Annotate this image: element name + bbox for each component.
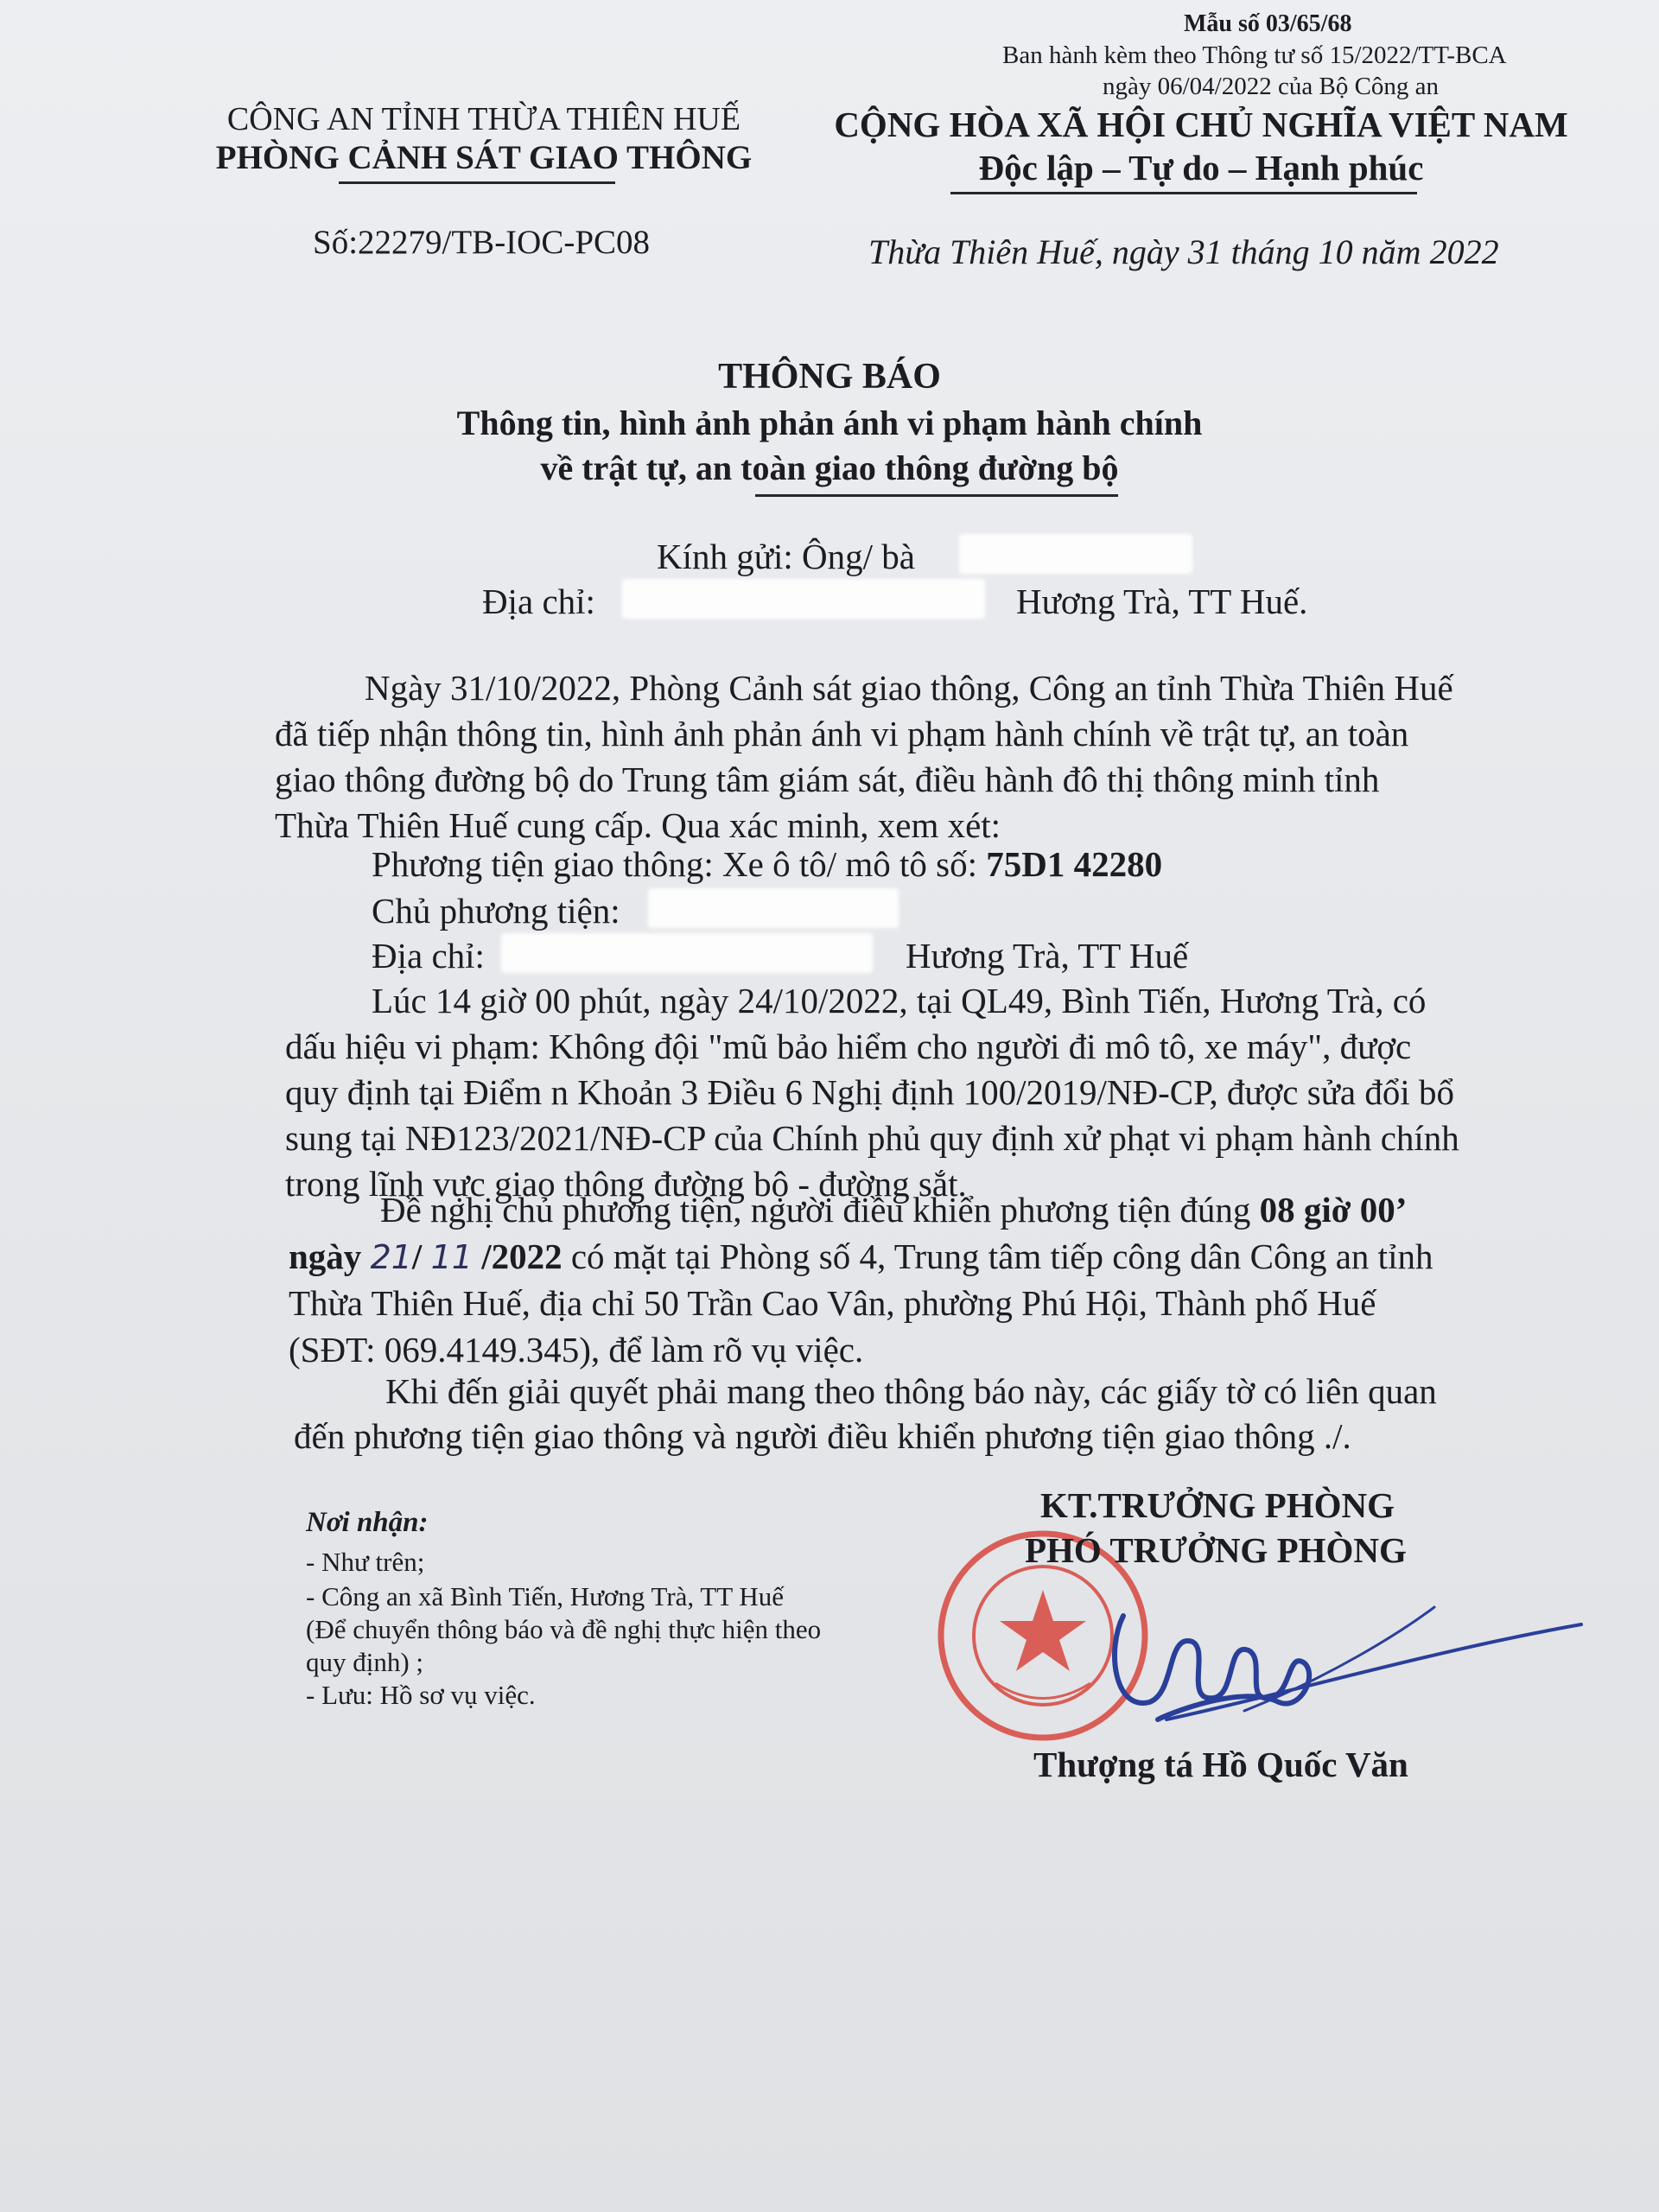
state-name: CỘNG HÒA XÃ HỘI CHỦ NGHĨA VIỆT NAM (834, 105, 1568, 144)
request-day-label: ngày (289, 1236, 362, 1276)
title-underline (755, 494, 1118, 497)
notice-subtitle-1: Thông tin, hình ảnh phản ánh vi phạm hành chính (456, 404, 1203, 442)
recipients-heading: Nơi nhận: (306, 1507, 429, 1538)
handwritten-day: 21 (370, 1238, 412, 1276)
notice-subtitle-2: về trật tự, an toàn giao thông đường bộ (540, 448, 1119, 487)
intro-line: giao thông đường bộ do Trung tâm giám sát, điều hành đô thị thông minh tỉnh (275, 760, 1380, 799)
request-line-4: (SĐT: 069.4149.345), để làm rõ vụ việc. (289, 1330, 864, 1370)
notice-title: THÔNG BÁO (718, 357, 941, 397)
intro-line: đã tiếp nhận thông tin, hình ảnh phản ánh vi phạm hành chính về trật tự, an toàn (275, 714, 1409, 753)
handwritten-month: 11 (430, 1238, 473, 1276)
recipient-address-tail: Hương Trà, TT Huế. (1016, 582, 1308, 621)
signer-name: Thượng tá Hồ Quốc Văn (1033, 1745, 1408, 1784)
violation-line: dấu hiệu vi phạm: Không đội "mũ bảo hiểm cho người đi mô tô, xe máy", được (285, 1027, 1412, 1066)
owner-label: Chủ phương tiện: (372, 891, 620, 931)
request-year: /2022 (481, 1236, 563, 1276)
request-line-1 (380, 1189, 1407, 1230)
owner-address-tail: Hương Trà, TT Huế (906, 936, 1189, 976)
recipients-item: - Lưu: Hồ sơ vụ việc. (306, 1680, 536, 1710)
violation-paragraph (285, 978, 1547, 1207)
request-time: 08 giờ 00’ (1259, 1190, 1408, 1230)
date-place: Thừa Thiên Huế, ngày 31 tháng 10 năm 2022 (868, 232, 1499, 271)
recipient-address-label: Địa chỉ: (482, 582, 595, 621)
violation-line: Lúc 14 giờ 00 phút, ngày 24/10/2022, tại QL49, Bình Tiến, Hương Trà, có (372, 981, 1427, 1020)
recipients-item: - Như trên; (306, 1547, 425, 1577)
violation-line: quy định tại Điểm n Khoản 3 Điều 6 Nghị định 100/2019/NĐ-CP, được sửa đổi bổ (285, 1072, 1454, 1112)
handwritten-signature (1071, 1581, 1590, 1737)
signature-title-2: PHÓ TRƯỞNG PHÒNG (1025, 1530, 1407, 1570)
recipients-item: quy định) ; (306, 1647, 424, 1677)
form-number: Mẫu số 03/65/68 (1184, 10, 1352, 37)
document-number: Số:22279/TB-IOC-PC08 (313, 224, 651, 261)
closing-line-2: đến phương tiện giao thông và người điều khiển phương tiện giao thông ./. (294, 1416, 1351, 1456)
agency-department: PHÒNG CẢNH SÁT GIAO THÔNG (215, 139, 753, 176)
violation-line: sung tại NĐ123/2021/NĐ-CP của Chính phủ quy định xử phạt vi phạm hành chính (285, 1118, 1459, 1158)
recipients-item: (Để chuyển thông báo và đề nghị thực hiện theo (306, 1614, 822, 1644)
motto-underline (950, 192, 1417, 194)
vehicle-plate: 75D1 42280 (986, 844, 1163, 884)
agency-name: CÔNG AN TỈNH THỪA THIÊN HUẾ (226, 101, 741, 137)
signature-title-1: KT.TRƯỞNG PHÒNG (1040, 1485, 1395, 1525)
redacted-owner-address (501, 933, 873, 973)
vehicle-label: Phương tiện giao thông: Xe ô tô/ mô tô số: (372, 844, 978, 884)
form-issued-line1: Ban hành kèm theo Thông tư số 15/2022/TT-BCA (1002, 41, 1507, 69)
owner-address-label: Địa chỉ: (372, 936, 485, 976)
vehicle-line (372, 843, 1162, 885)
intro-paragraph (275, 665, 1547, 849)
request-location: có mặt tại Phòng số 4, Trung tâm tiếp công dân Công an tỉnh (570, 1236, 1433, 1276)
request-line-2: ngày 21/ 11 /2022 có mặt tại Phòng số 4, Trung tâm tiếp công dân Công an tỉnh (289, 1236, 1433, 1276)
request-text: Đề nghị chủ phương tiện, người điều khiển phương tiện đúng (380, 1190, 1251, 1230)
violation-line: trong lĩnh vực giao thông đường bộ - đường sắt. (285, 1164, 967, 1204)
form-issued-line2: ngày 06/04/2022 của Bộ Công an (1103, 73, 1440, 100)
state-motto: Độc lập – Tự do – Hạnh phúc (978, 148, 1424, 188)
intro-line: Ngày 31/10/2022, Phòng Cảnh sát giao thông, Công an tỉnh Thừa Thiên Huế (365, 668, 1453, 708)
redacted-recipient-name (959, 534, 1192, 574)
redacted-owner-name (648, 888, 899, 928)
request-line-3: Thừa Thiên Huế, địa chỉ 50 Trần Cao Vân, phường Phú Hội, Thành phố Huế (289, 1283, 1376, 1323)
agency-underline (339, 181, 615, 184)
intro-line: Thừa Thiên Huế cung cấp. Qua xác minh, xem xét: (275, 805, 1001, 845)
recipients-item: - Công an xã Bình Tiến, Hương Trà, TT Huế (306, 1581, 785, 1611)
redacted-recipient-address (622, 579, 985, 619)
greeting: Kính gửi: Ông/ bà (657, 537, 915, 576)
closing-line-1: Khi đến giải quyết phải mang theo thông báo này, các giấy tờ có liên quan (385, 1371, 1437, 1411)
